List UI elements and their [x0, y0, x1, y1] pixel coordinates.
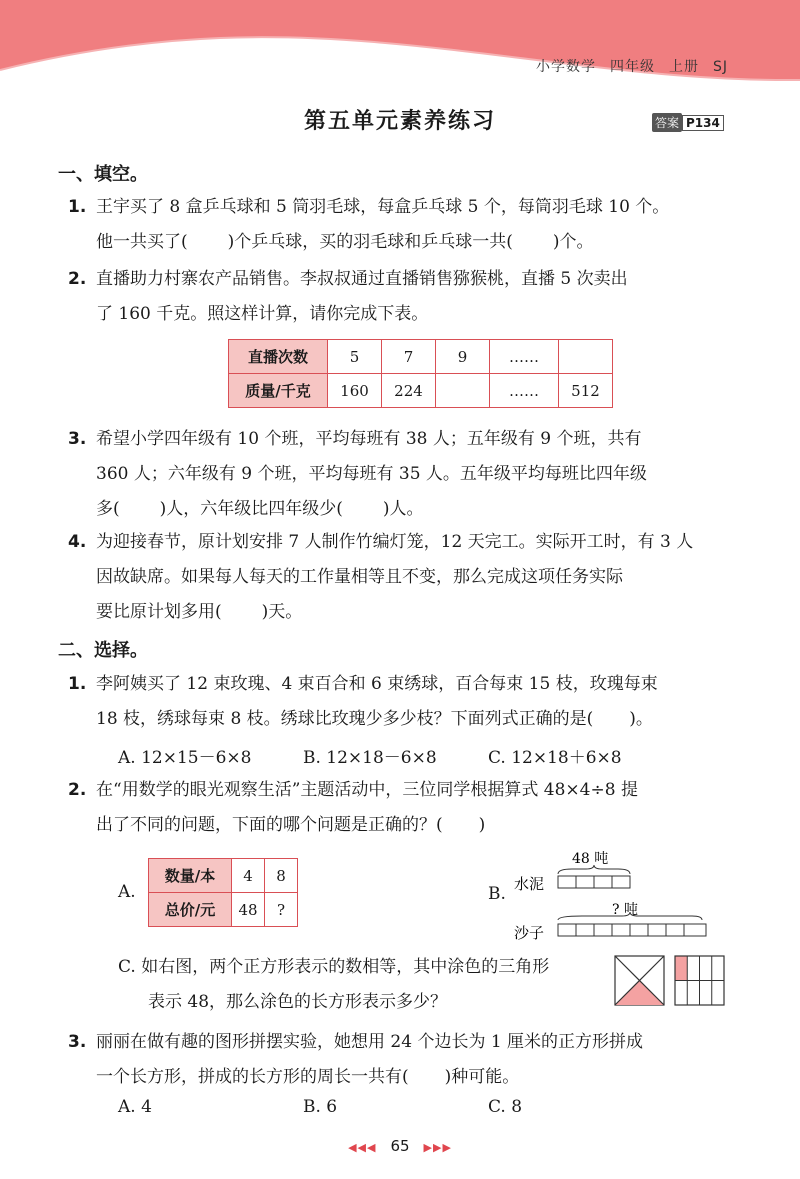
question-number: 1.	[68, 674, 87, 694]
question-text: 出了不同的问题，下面的哪个问题是正确的？(	[96, 815, 443, 835]
answer-page: P134	[682, 115, 724, 131]
table-cell: 512	[559, 374, 613, 408]
table-row	[149, 893, 298, 927]
table-cell-blank[interactable]	[559, 340, 613, 374]
table-cell: 8	[265, 859, 298, 893]
option-a[interactable]: A.	[118, 882, 136, 902]
table-cell-blank[interactable]	[436, 374, 490, 408]
table-header-cell: 质量/千克	[229, 374, 328, 408]
choice-question-3	[68, 1025, 736, 1095]
question-text: 丽丽在做有趣的图形拼摆实验，她想用 24 个边长为 1 厘米的正方形拼成	[96, 1032, 644, 1052]
question-number: 2.	[68, 780, 87, 800]
volume-label: 上册	[668, 59, 699, 75]
question-text: )个。	[552, 232, 594, 252]
table-cell: 4	[232, 859, 265, 893]
cement-label: 水泥	[514, 875, 545, 893]
option-b[interactable]: B. 6	[303, 1097, 338, 1117]
page-number: 65	[390, 1137, 410, 1155]
question-text: 一个长方形，拼成的长方形的周长一共有(	[96, 1067, 409, 1087]
table-cell: ……	[490, 374, 559, 408]
option-a[interactable]: A. 12×15－6×8	[118, 748, 252, 768]
table-row	[229, 374, 613, 408]
option-a[interactable]: A. 4	[118, 1097, 152, 1117]
answer-reference	[652, 113, 724, 132]
question-text: 360 人；六年级有 9 个班，平均每班有 35 人。五年级平均每班比四年级	[96, 464, 647, 484]
option-text: C. 如右图，两个正方形表示的数相等，其中涂色的三角形	[118, 957, 550, 977]
table-cell: 160	[328, 374, 382, 408]
fill-question-2	[68, 262, 736, 332]
question-number: 1.	[68, 197, 87, 217]
question-number: 3.	[68, 429, 87, 449]
table-cell: 48	[232, 893, 265, 927]
livestream-table	[228, 339, 613, 408]
table-cell: 9	[436, 340, 490, 374]
header-wave	[0, 0, 800, 100]
question-text: 多(	[96, 499, 120, 519]
option-c[interactable]: C. 12×18＋6×8	[488, 748, 622, 768]
question-text: )	[478, 815, 486, 835]
fill-question-3	[68, 422, 736, 527]
page-title: 第五单元素养练习	[303, 109, 496, 134]
price-table	[148, 858, 298, 927]
squares-figure	[614, 955, 726, 1007]
question-text: 因故缺席。如果每人每天的工作量相等且不变，那么完成这项任务实际	[96, 567, 623, 587]
table-header-cell: 数量/本	[149, 859, 232, 893]
shaded-rectangle	[675, 956, 687, 981]
right-arrows-icon: ▶▶▶	[423, 1141, 452, 1154]
page-footer	[0, 1137, 800, 1155]
choice-question-2	[68, 773, 736, 843]
option-text: 表示 48，那么涂色的长方形表示多少？	[148, 992, 448, 1012]
table-cell: ……	[490, 340, 559, 374]
question-text: 希望小学四年级有 10 个班，平均每班有 38 人；五年级有 9 个班，共有	[96, 429, 642, 449]
question-text: )种可能。	[444, 1067, 520, 1087]
option-c[interactable]: C. 8	[488, 1097, 523, 1117]
header-band	[0, 0, 800, 100]
fill-question-4	[68, 525, 736, 630]
choice-question-1	[68, 667, 736, 737]
question-text: )人。	[382, 499, 424, 519]
table-cell: 224	[382, 374, 436, 408]
book-info	[522, 56, 728, 76]
question-text: 在“用数学的眼光观察生活”主题活动中，三位同学根据算式 48×4÷8 提	[96, 780, 638, 800]
option-b[interactable]: B. 12×18－6×8	[303, 748, 437, 768]
option-b[interactable]: B.	[488, 884, 506, 904]
question-number: 3.	[68, 1032, 87, 1052]
question-text: )天。	[261, 602, 303, 622]
question-text: 他一共买了(	[96, 232, 188, 252]
table-row	[149, 859, 298, 893]
segment-diagram	[512, 846, 712, 946]
table-row	[229, 340, 613, 374]
table-header-cell: 总价/元	[149, 893, 232, 927]
table-cell: 7	[382, 340, 436, 374]
option-c[interactable]	[118, 950, 598, 1020]
grade-label: 四年级	[609, 59, 655, 75]
subject-label: 小学数学	[535, 59, 596, 75]
question-text: 李阿姨买了 12 束玫瑰、4 束百合和 6 束绣球，百合每束 15 枝，玫瑰每束	[96, 674, 658, 694]
section-title-fill: 一、填空。	[58, 164, 148, 185]
question-text: )个乒乓球，买的羽毛球和乒乓球一共(	[227, 232, 513, 252]
sand-label: 沙子	[514, 924, 545, 942]
question-number: 4.	[68, 532, 87, 552]
table-cell: 5	[328, 340, 382, 374]
question-text: 直播助力村寨农产品销售。李叔叔通过直播销售猕猴桃，直播 5 次卖出	[96, 269, 628, 289]
table-cell: ?	[265, 893, 298, 927]
question-text: 王宇买了 8 盒乒乓球和 5 筒羽毛球，每盒乒乓球 5 个，每筒羽毛球 10 个。	[96, 197, 670, 217]
question-text: 了 160 千克。照这样计算，请你完成下表。	[96, 304, 429, 324]
question-text: 为迎接春节，原计划安排 7 人制作竹编灯笼，12 天完工。实际开工时，有 3 人	[96, 532, 694, 552]
answer-tag: 答案	[652, 113, 682, 132]
sand-value: ? 吨	[612, 902, 638, 918]
edition-label: SJ	[712, 59, 728, 75]
left-arrows-icon: ◀◀◀	[348, 1141, 377, 1154]
question-text: )人，六年级比四年级少(	[159, 499, 343, 519]
cement-value: 48 吨	[572, 851, 609, 867]
question-text: )。	[629, 709, 653, 729]
section-title-choice: 二、选择。	[58, 640, 148, 661]
table-header-cell: 直播次数	[229, 340, 328, 374]
question-number: 2.	[68, 269, 87, 289]
question-text: 18 枝，绣球每束 8 枝。绣球比玫瑰少多少枝？下面列式正确的是(	[96, 709, 594, 729]
question-text: 要比原计划多用(	[96, 602, 222, 622]
fill-question-1	[68, 190, 736, 260]
